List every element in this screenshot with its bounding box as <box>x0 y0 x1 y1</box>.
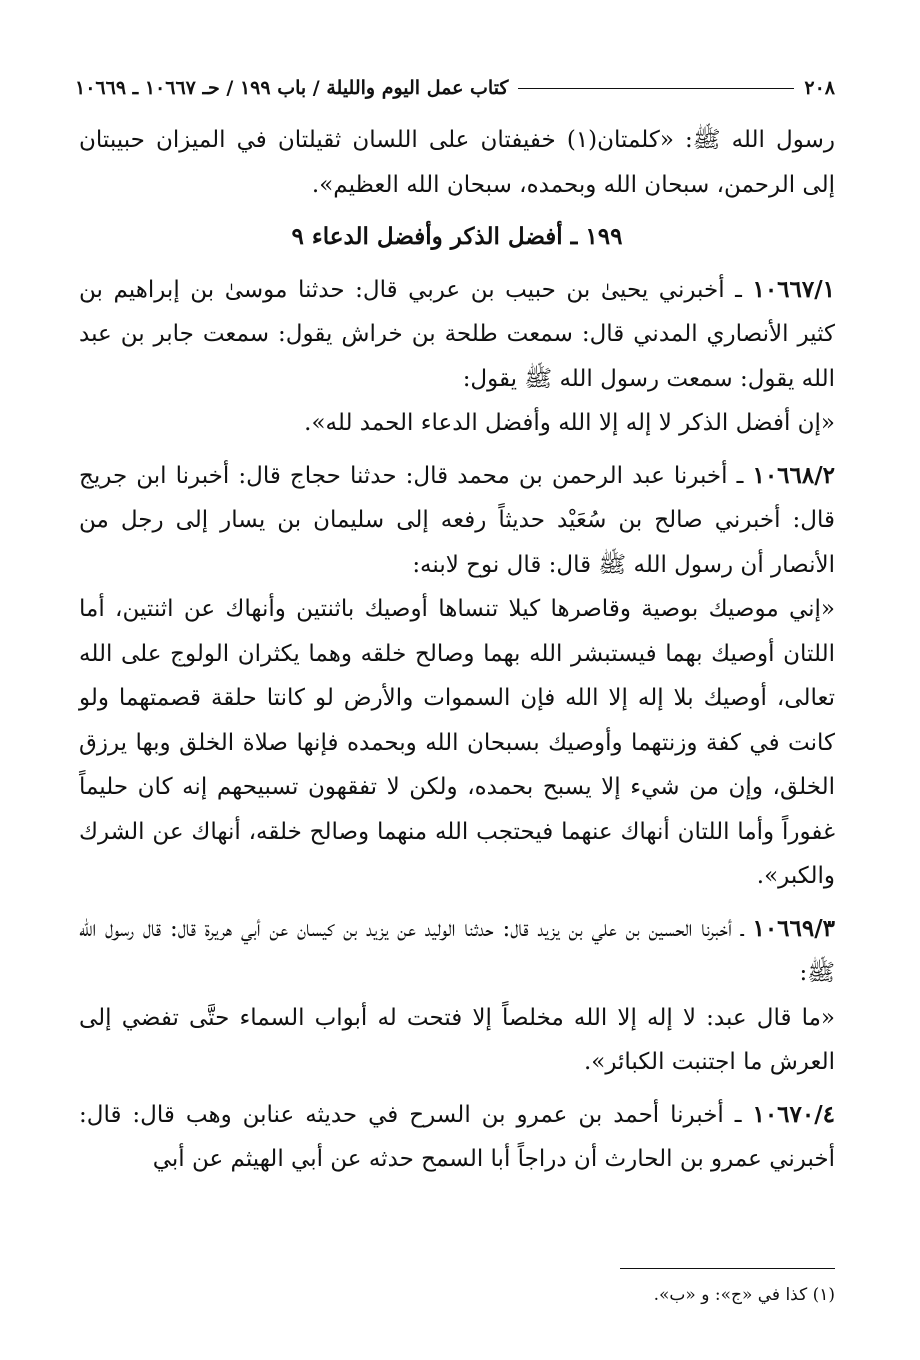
hadith-matn: «إني موصيك بوصية وقاصرها كيلا تنساها أوصيك باثنتين وأنهاك عن اثنتين، أما اللتان أوصيك بهما فيستبشر الله بهما وصالح خلقه وهما يكثران الولوج على الله تعالى، أوصيك بلا إله إلا الله فإن السموات والأرض لو كانتا حلقة قصمتهما ولو كانت في كفة وزنتهما وأوصيك بسبحان الله وبحمده فإنها صلاة الخلق وبها يرزق الخلق، وإن من شيء إلا يسبح بحمده، ولكن لا تفقهون تسبيحهم إنه كان حليماً غفوراً وأما اللتان أنهاك عنهما فيحتجب الله منهما وصالح خلقه، أنهاك عن الشرك والكبر». <box>79 596 835 889</box>
isnad-text: ـ أخبرنا أحمد بن عمرو بن السرح في حديثه عنابن وهب قال: قال: أخبرني عمرو بن الحارث أن دراجاً أبا السمح حدثه عن أبي الهيثم عن أبي <box>79 1101 835 1172</box>
footnote: (١) كذا في «ج»: و «ب». <box>653 1285 835 1305</box>
hadith-number: ١٠٦٦٧/١ <box>752 275 835 303</box>
running-title: كتاب عمل اليوم والليلة / باب ١٩٩ / حـ ١٠٦٦٧ ـ ١٠٦٦٩ <box>75 77 509 99</box>
hadith-isnad <box>79 268 835 402</box>
isnad-text: ـ أخبرنا الحسين بن علي بن يزيد قال: حدثنا الوليد عن يزيد بن كيسان عن أبي هريرة قال: قال رسول الله ﷺ: <box>79 915 835 986</box>
hadith-number: ١٠٦٦٩/٣ <box>752 914 835 942</box>
chapter-heading: ١٩٩ ـ أفضل الذكر وأفضل الدعاء ٩ <box>291 223 623 250</box>
hadith-number: ١٠٦٦٨/٢ <box>752 461 835 489</box>
isnad-text: ـ أخبرني يحيىٰ بن حبيب بن عربي قال: حدثنا موسىٰ بن إبراهيم بن كثير الأنصاري المدني قال: سمعت طلحة بن خراش يقول: سمعت جابر بن عبد الله يقول: سمعت رسول الله ﷺ يقول: <box>79 276 835 392</box>
footnote-divider <box>620 1268 835 1269</box>
hadith-matn: «ما قال عبد: لا إله إلا الله مخلصاً إلا فتحت له أبواب السماء حتَّى تفضي إلى العرش ما اجتنبت الكبائر». <box>79 1004 835 1075</box>
hadith-number: ١٠٦٧٠/٤ <box>752 1100 835 1128</box>
hadith-matn: «إن أفضل الذكر لا إله إلا الله وأفضل الدعاء الحمد لله». <box>304 410 835 436</box>
page-body <box>79 118 835 1182</box>
page-header <box>75 70 835 106</box>
page-number: ٢٠٨ <box>804 77 835 99</box>
hadith-isnad <box>79 907 835 996</box>
hadith-isnad <box>79 454 835 588</box>
intro-paragraph: رسول الله ﷺ: «كلمتان(١) خفيفتان على اللسان ثقيلتان في الميزان حبيبتان إلى الرحمن، سبحان الله وبحمده، سبحان الله العظيم». <box>79 127 835 198</box>
header-rule <box>518 88 794 89</box>
hadith-isnad <box>79 1093 835 1182</box>
isnad-text: ـ أخبرنا عبد الرحمن بن محمد قال: حدثنا حجاج قال: أخبرنا ابن جريج قال: أخبرني صالح بن سُعَيْد حديثاً رفعه إلى سليمان بن يسار إلى رجل من الأنصار أن رسول الله ﷺ قال: قال نوح لابنه: <box>79 462 835 578</box>
